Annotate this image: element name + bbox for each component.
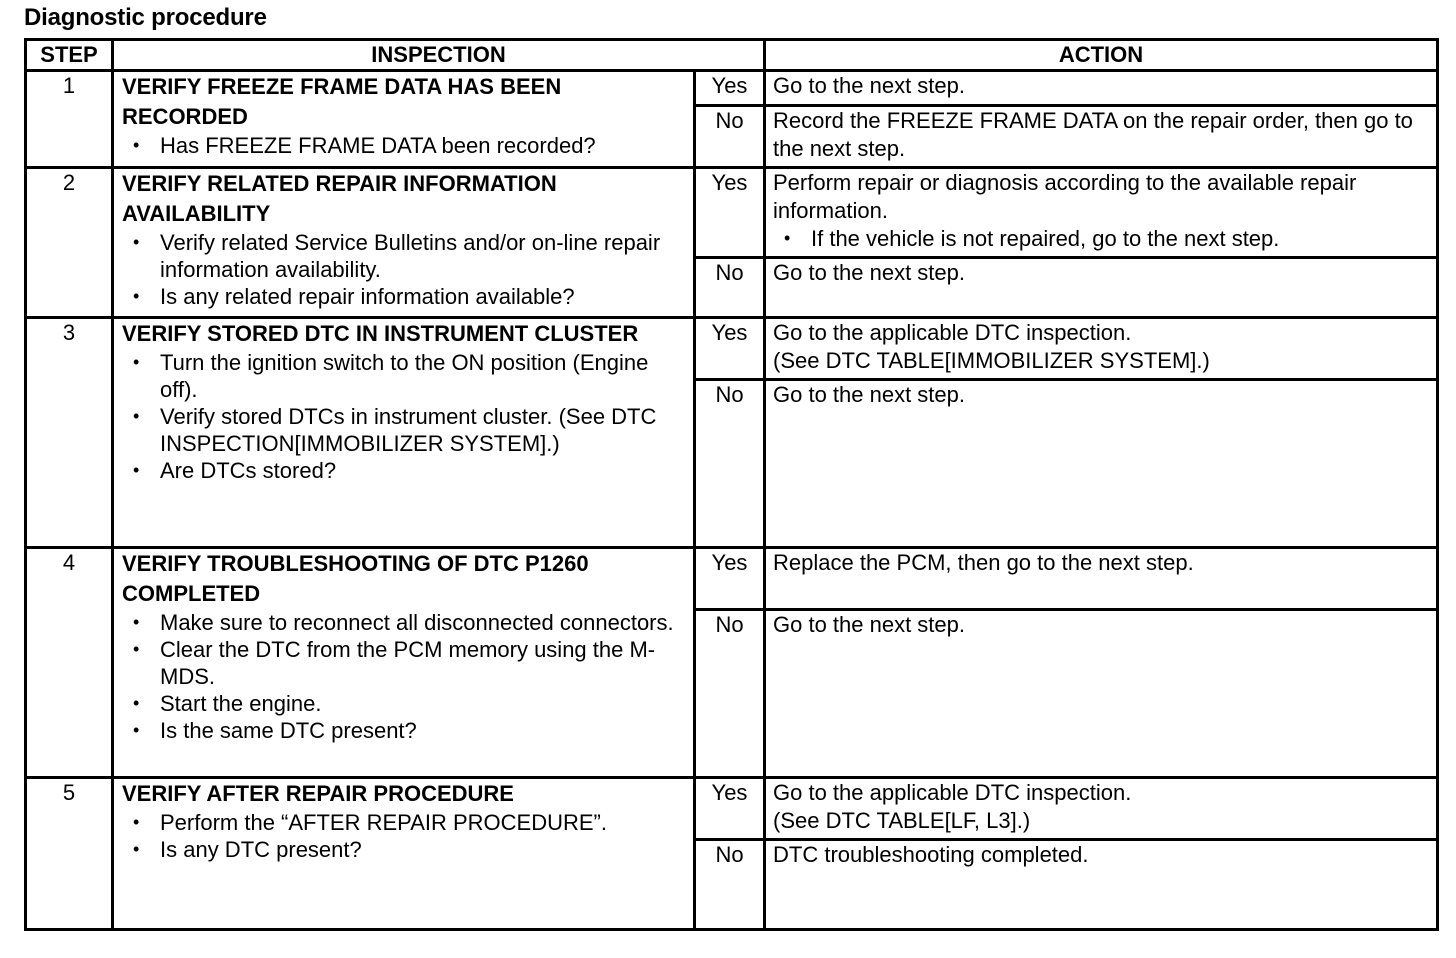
page-title: Diagnostic procedure	[24, 4, 267, 31]
yes-action: Perform repair or diagnosis according to the available repair information.	[773, 170, 1357, 223]
table-row	[26, 318, 1438, 380]
yes-label: Yes	[695, 71, 765, 106]
inspection-list	[122, 132, 687, 159]
inspection-list	[122, 229, 687, 310]
yes-action: Go to the applicable DTC inspection.	[773, 780, 1132, 805]
inspection-heading: VERIFY STORED DTC IN INSTRUMENT CLUSTER	[122, 321, 639, 346]
table-row	[26, 548, 1438, 610]
no-action: Go to the next step.	[765, 610, 1438, 778]
inspection-cell	[113, 168, 695, 318]
yes-action-cell	[765, 318, 1438, 380]
inspection-list	[122, 349, 687, 484]
inspection-heading: VERIFY RELATED REPAIR INFORMATION AVAILABILITY	[122, 171, 557, 226]
action-bullet: • If the vehicle is not repaired, go to the next step.	[811, 225, 1430, 252]
inspection-bullet: • Is any DTC present?	[160, 836, 687, 863]
yes-action-reference: (See DTC TABLE[IMMOBILIZER SYSTEM].)	[773, 348, 1210, 373]
step-number: 1	[26, 71, 113, 168]
yes-action-cell	[765, 168, 1438, 258]
no-action: Go to the next step.	[765, 258, 1438, 318]
inspection-bullet: • Verify related Service Bulletins and/or on-line repair information availability.	[160, 229, 687, 283]
no-label: No	[695, 840, 765, 930]
table-row	[26, 778, 1438, 840]
no-action: DTC troubleshooting completed.	[765, 840, 1438, 930]
no-action: Record the FREEZE FRAME DATA on the repair order, then go to the next step.	[765, 106, 1438, 168]
inspection-list	[122, 609, 687, 744]
inspection-heading: VERIFY TROUBLESHOOTING OF DTC P1260 COMPLETED	[122, 551, 589, 606]
inspection-heading: VERIFY FREEZE FRAME DATA HAS BEEN RECORDED	[122, 74, 562, 129]
inspection-bullet: • Perform the “AFTER REPAIR PROCEDURE”.	[160, 809, 687, 836]
inspection-bullet: • Start the engine.	[160, 690, 687, 717]
yes-label: Yes	[695, 168, 765, 258]
no-label: No	[695, 106, 765, 168]
inspection-bullet: • Make sure to reconnect all disconnected connectors.	[160, 609, 687, 636]
yes-action: Go to the applicable DTC inspection.	[773, 320, 1132, 345]
inspection-bullet: • Are DTCs stored?	[160, 457, 687, 484]
step-number: 2	[26, 168, 113, 318]
step-number: 5	[26, 778, 113, 930]
header-inspection: INSPECTION	[113, 40, 765, 71]
action-sublist	[773, 225, 1430, 252]
table-row	[26, 71, 1438, 106]
header-step: STEP	[26, 40, 113, 71]
diagnostic-table	[24, 38, 1439, 931]
inspection-cell	[113, 548, 695, 778]
inspection-bullet: • Is the same DTC present?	[160, 717, 687, 744]
inspection-list	[122, 809, 687, 863]
inspection-bullet: • Turn the ignition switch to the ON position (Engine off).	[160, 349, 687, 403]
inspection-bullet: • Clear the DTC from the PCM memory using the M-MDS.	[160, 636, 687, 690]
table-row	[26, 168, 1438, 258]
yes-label: Yes	[695, 778, 765, 840]
yes-action-reference: (See DTC TABLE[LF, L3].)	[773, 808, 1031, 833]
table-header-row	[26, 40, 1438, 71]
step-number: 3	[26, 318, 113, 548]
no-action: Go to the next step.	[765, 380, 1438, 548]
step-number: 4	[26, 548, 113, 778]
yes-action-cell	[765, 778, 1438, 840]
no-label: No	[695, 258, 765, 318]
yes-label: Yes	[695, 318, 765, 380]
inspection-cell	[113, 71, 695, 168]
inspection-bullet: • Is any related repair information available?	[160, 283, 687, 310]
no-label: No	[695, 380, 765, 548]
yes-action: Replace the PCM, then go to the next step.	[765, 548, 1438, 610]
yes-action: Go to the next step.	[765, 71, 1438, 106]
no-label: No	[695, 610, 765, 778]
inspection-cell	[113, 778, 695, 930]
header-action: ACTION	[765, 40, 1438, 71]
inspection-bullet: • Verify stored DTCs in instrument cluster. (See DTC INSPECTION[IMMOBILIZER SYSTEM].)	[160, 403, 687, 457]
inspection-heading: VERIFY AFTER REPAIR PROCEDURE	[122, 781, 514, 806]
yes-label: Yes	[695, 548, 765, 610]
inspection-bullet: • Has FREEZE FRAME DATA been recorded?	[160, 132, 687, 159]
inspection-cell	[113, 318, 695, 548]
